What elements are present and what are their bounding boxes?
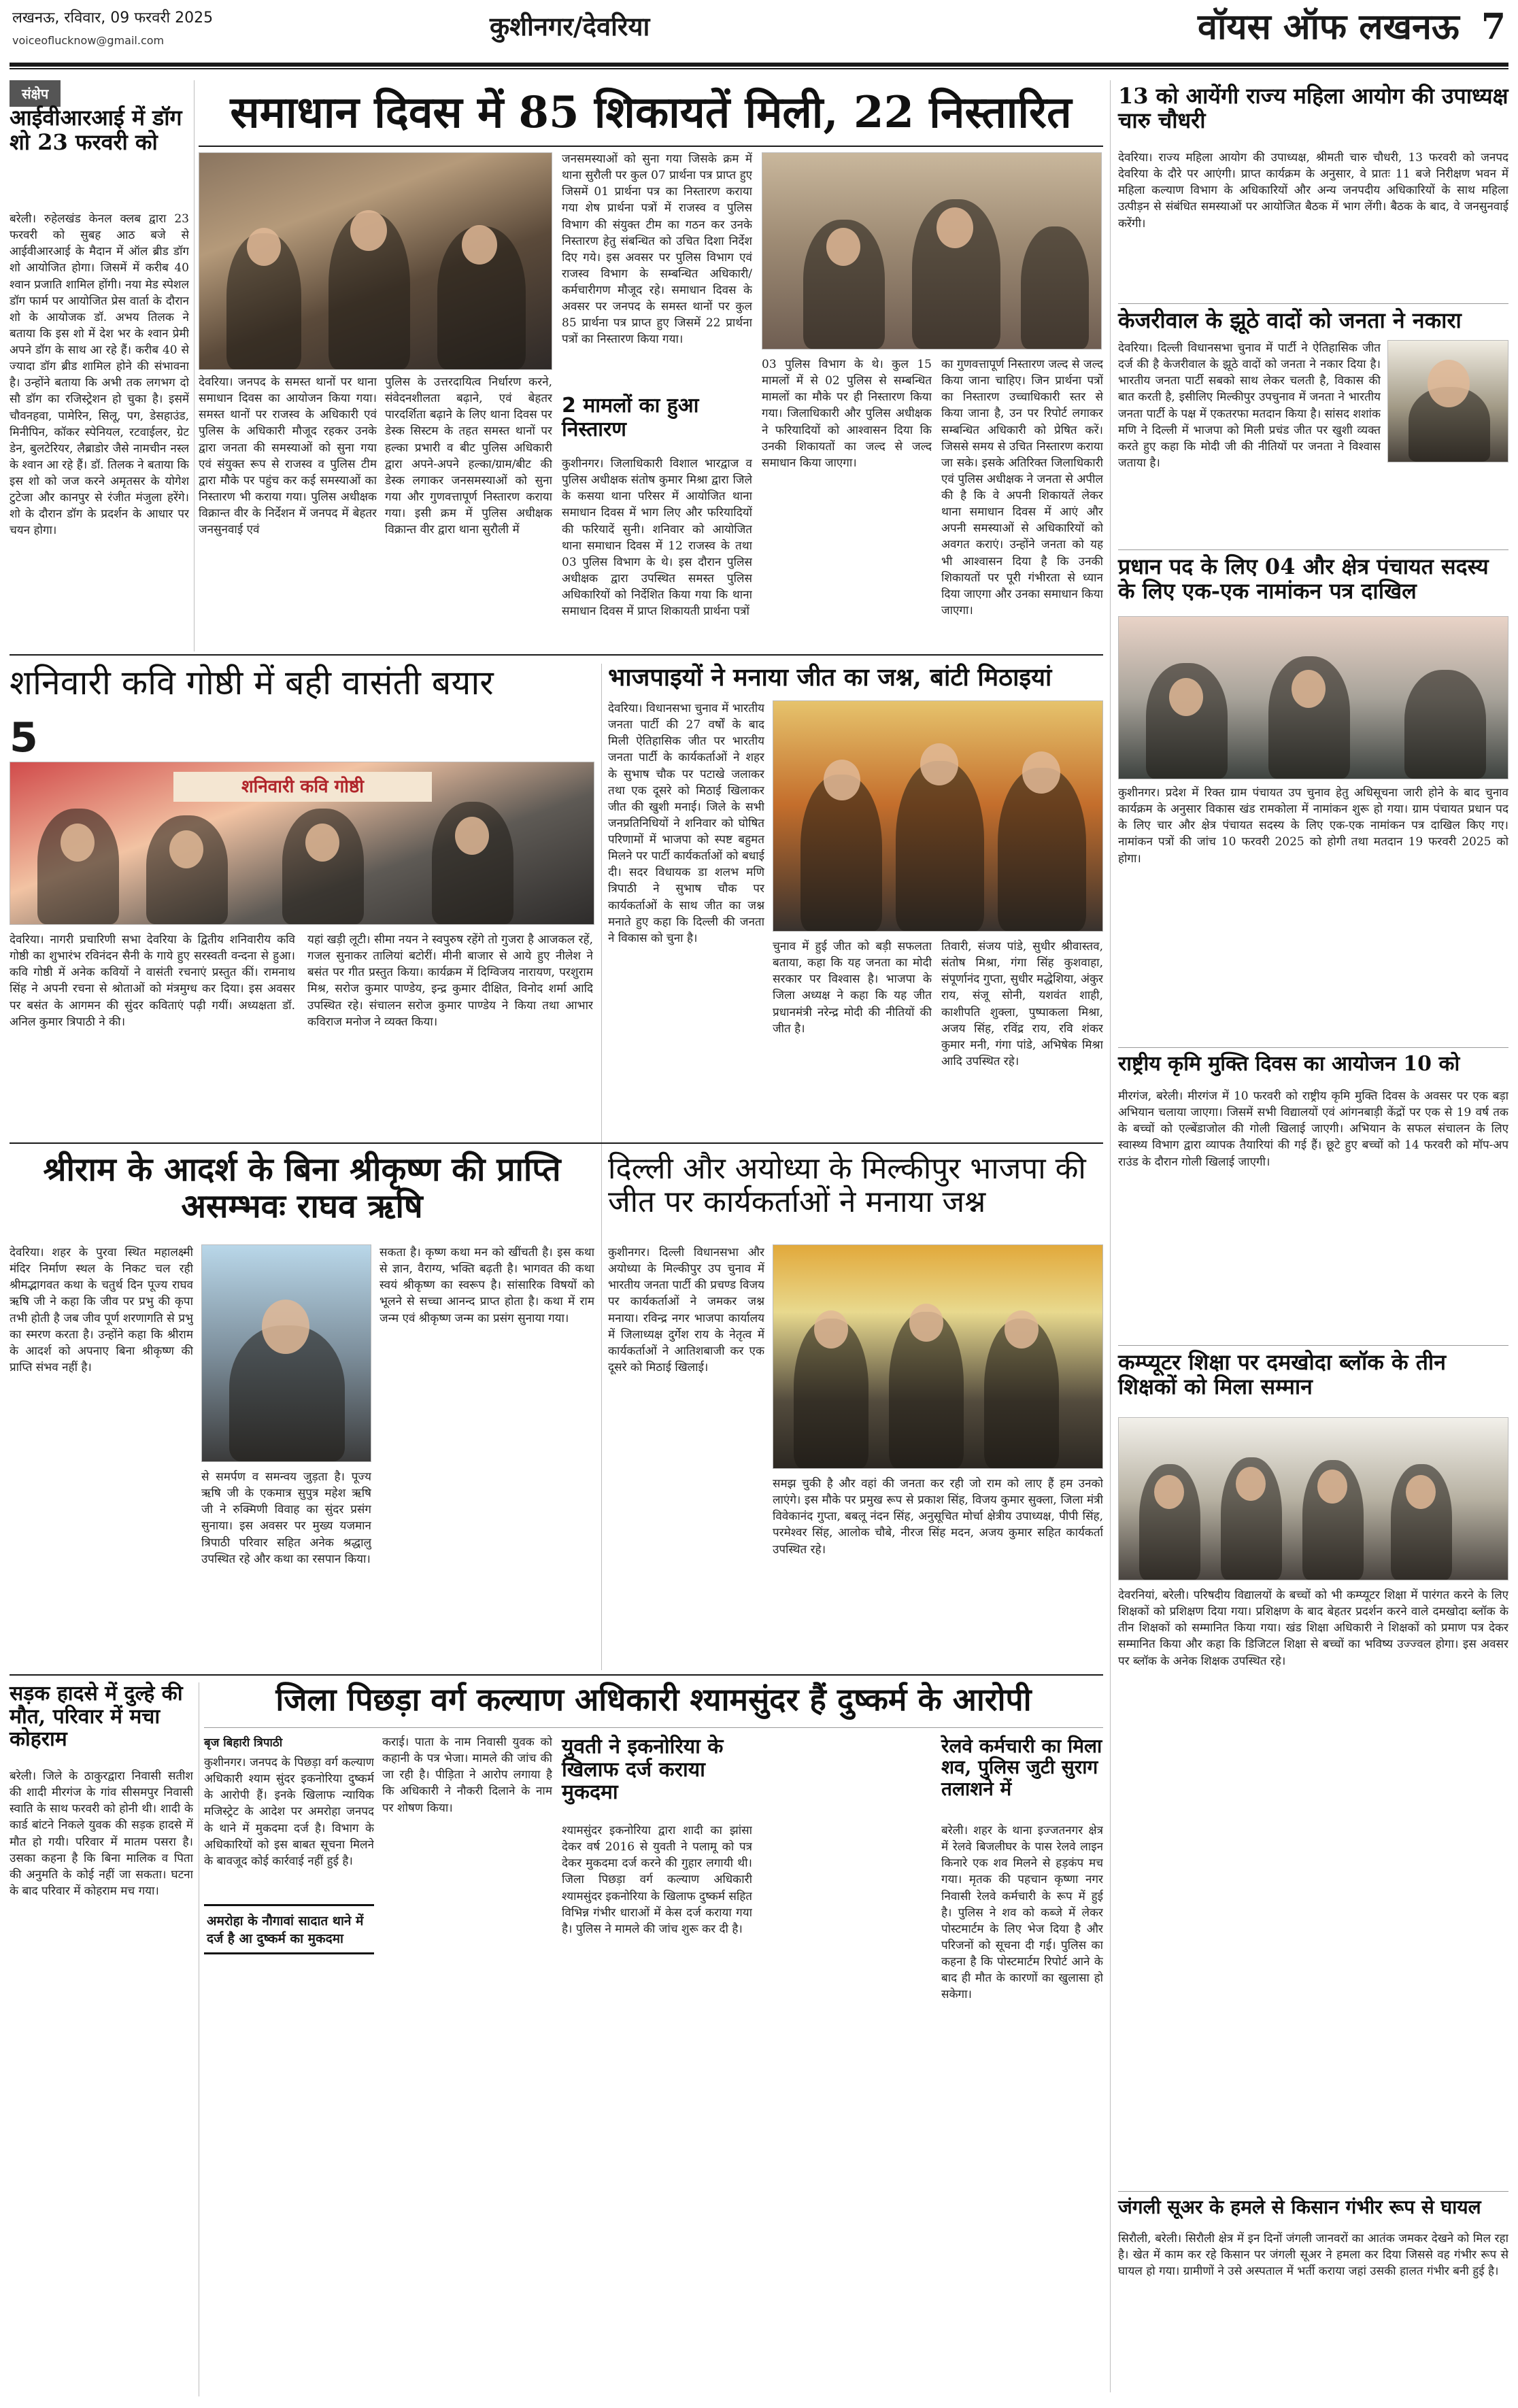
column-divider (601, 664, 602, 1670)
obc-byline: बृज बिहारी त्रिपाठी (204, 1736, 283, 1750)
section-title: कुशीनगर/देवरिया (490, 11, 650, 41)
kavi-headline: शनिवारी कवि गोष्ठी में बही वासंती बयार (10, 663, 494, 702)
brief-body: बरेली। रुहेलखंड केनल क्लब द्वारा 23 फरवरी को सुबह आठ बजे से आईवीआरआई के मैदान में ऑल ब्रीड डॉग शो आयोजित होगा। जिसमें में करीब 40 श्वान प्रजाति शामिल होंगी। नया मेड स्पेशल डॉग फार्म पर आयोजित प्रेस वार्ता के दौरान शो के आयोजक डॉ. अभय तिलक ने बताया कि इस शो में देश भर के श्वान प्रेमी अपने डॉग के साथ आ रहे हैं। करीब 40 से ज्यादा डॉग ब्रीड शामिल होने की संभावना है। उन्होंने बताया कि अभी तक लगभग दो सौ डॉग का रजिस्ट्रेशन हो चुका है। इसमें चौवनहवा, पामेरिन, सिलू, पग, डेसहाउंड, मिनीपिन, कॉकर स्पेनियल, रटवाईलर, ग्रेट डेन, बुलटेरियर, लैब्राडोर जैसे नामचीन नस्ल के श्वान आ रहे हैं। डॉ. तिलक ने बताया कि इस शो को जज करने अमृतसर के योगेश टुटेजा और कानपुर से रंजीत मंजुला हरेंगे। शो के दौरान डॉग के प्रदर्शन के आधार पर चयन होगा। (10, 212, 189, 538)
raghav-portrait-photo (201, 1244, 371, 1462)
obc-body-col2: कराई। पाता के नाम निवासी युवक को कहानी के पत्र भेजा। मामले की जांच की जा रही है। पीड़िता ने आरोप लगाया है कि अधिकारी ने नौकरी दिलाने के नाम पर शोषण किया। (382, 1735, 552, 1815)
bjp-body-col2: चुनाव में हुई जीत को बड़ी सफलता बताया, कहा कि यह जनता का मोदी सरकार पर विश्वास है। भाजपा के जिला अध्यक्ष ने कहा कि यह जीत प्रधानमंत्री नरेन्द्र मोदी की नीतियों की जीत है। (773, 940, 932, 1036)
kavi-body-col2: यहां खड़ी लूटी। सीमा नयन ने स्वपुरुष रहेंगे तो गुजरा है आजकल रहें, गजल सुनाकर तालियां बटोरीं। मीनी बाजार से आये हुए नीलेश ने बसंत पर गीत प्रस्तुत किया। कार्यक्रम में दिग्विजय नारायण, परशुराम मिश्र, सरोज कुमार पाण्डेय, इन्द्र कुमार दीक्षित, विनोद शर्मा आदि उपस्थित रहे। संचालन सरोज कुमार पाण्डेय ने किया तथा आभार कविराज मनोज ने व्यक्त किया। (307, 933, 593, 1029)
lead-photo-officials (762, 152, 1102, 350)
bjp-photo-celebration (773, 700, 1103, 932)
yuvati-body-cont (762, 1735, 933, 2394)
brand-name-text: वॉयस ऑफ लखनऊ (1198, 6, 1460, 48)
kavi-photo (10, 762, 594, 925)
krimi-headline: राष्ट्रीय कृमि मुक्ति दिवस का आयोजन 10 को (1118, 1052, 1460, 1076)
lead-body-col3: जनसमस्याओं को सुना गया जिसके क्रम में थाना सुरौली पर कुल 07 प्रार्थना पत्र प्राप्त हुए जिसमें 01 प्रार्थना पत्र का निस्तारण कराया गया शेष प्रार्थना पत्रों में राजस्व व पुलिस विभाग की संयुक्त टीम का गठन कर उनके निस्तारण हेतु संबन्धित को उचित दिशा निर्देश दिए गये। इस अवसर पर पुलिस विभाग एवं राजस्व विभाग के सम्बन्धित अधिकारी/कर्मचारीगण मौजूद रहे। समाधान दिवस के अवसर पर जनपद के समस्त थानों पर कुल 85 प्रार्थना पत्र प्राप्त हुए जिसमें 22 प्रार्थना पत्रों का निस्तारण किया गया। (562, 152, 752, 347)
bjp-headline: भाजपाइयों ने मनाया जीत का जश्न, बांटी मिठाइयां (608, 663, 1052, 692)
railway-headline: रेलवे कर्मचारी का मिला शव, पुलिस जुटी सुराग तलाशने में (941, 1735, 1102, 1800)
pradhan-headline: प्रधान पद के लिए 04 और क्षेत्र पंचायत सदस्य के लिए एक-एक नामांकन पत्र दाखिल (1118, 554, 1489, 604)
obc-headline: जिला पिछड़ा वर्ग कल्याण अधिकारी श्यामसुंदर हैं दुष्कर्म के आरोपी (275, 1681, 1032, 1718)
column-divider (194, 80, 195, 651)
raghav-body-col1: देवरिया। शहर के पुरवा स्थित महालक्ष्मी मंदिर निर्माण स्थल के निकट चल रही श्रीमद्भागवत कथा के चतुर्थ दिन पूज्य राघव ऋषि जी ने कहा कि जीव पर प्रभु की कृपा तभी होती है जब जीव पूर्ण शरणागति से प्रभु का स्मरण करता है। उन्होंने कहा कि श्रीराम के आदर्श को अपनाए बिना श्रीकृष्ण की प्राप्ति संभव नहीं है। (10, 1246, 193, 1374)
raghav-body-col2: सकता है। कृष्ण कथा मन को खींचती है। इस कथा से ज्ञान, वैराग्य, भक्ति बढ़ती है। भागवत की कथा स्वयं श्रीकृष्ण का स्वरूप है। सांसारिक विषयों को भूलने से सच्चा आनन्द प्राप्त होता है। कथा में राम जन्म एवं श्रीकृष्ण जन्म का प्रसंग सुनाया गया। (380, 1246, 594, 1325)
jangli-headline: जंगली सूअर के हमले से किसान गंभीर रूप से घायल (1118, 2196, 1481, 2218)
rule (1118, 303, 1508, 304)
lead-body-col1: देवरिया। जनपद के समस्त थानों पर थाना समाधान दिवस का आयोजन किया गया। समस्त थानों पर राजस्व के अधिकारी एवं पुलिस के अधिकारी मौजूद रहकर उनके द्वारा जनता की समस्याओं को सुना गया एवं संयुक्त रूप से राजस्व व पुलिस टीम द्वारा मौके पर पहुंच कर कई समस्याओं का निस्तारण भी कराया गया। पुलिस अधीक्षक विक्रान्त वीर के निर्देशन में जनपद में बेहतर जनसुनवाई एवं (199, 375, 377, 537)
masthead-rule (10, 63, 1508, 67)
rule (1118, 2191, 1508, 2192)
section-rule (10, 654, 1103, 656)
rule (204, 1727, 1103, 1728)
delhi-photo-celebration (773, 1244, 1103, 1469)
accident-headline: सड़क हादसे में दुल्हे की मौत, परिवार में मचा कोहराम (10, 1682, 183, 1752)
mp-portrait-photo (1387, 340, 1508, 462)
mahila-headline: 13 को आयेंगी राज्य महिला आयोग की उपाध्यक्ष चारु चौधरी (1118, 83, 1508, 133)
railway-body: बरेली। शहर के थाना इज्जतनगर क्षेत्र में रेलवे बिजलीघर के पास रेलवे लाइन किनारे एक शव मिलने से हड़कंप मच गया। मृतक की पहचान कृष्णा नगर निवासी रेलवे कर्मचारी के रूप में हुई है। पुलिस ने शव को कब्जे में लेकर पोस्टमार्टम के लिए भेज दिया है और परिजनों को सूचना दी गई। पुलिस का कहना है कि पोस्टमार्टम रिपोर्ट आने के बाद ही मौत के कारणों का खुलासा हो सकेगा। (941, 1824, 1103, 2002)
sub-lead-headline: 2 मामलों का हुआ निस्तारण (562, 394, 699, 441)
computer-headline: कम्प्यूटर शिक्षा पर दमखोदा ब्लॉक के तीन शिक्षकों को मिला सम्मान (1118, 1349, 1446, 1400)
pradhan-body: कुशीनगर। प्रदेश में रिक्त ग्राम पंचायत उप चुनाव हेतु अधिसूचना जारी होने के बाद चुनाव कार्यक्रम के अनुसार विकास खंड रामकोला में नामांकन शुरू हो गया। ग्राम पंचायत प्रधान पद के लिए चार और क्षेत्र पंचायत सदस्य के लिए एक-एक नामांकन पत्र दाखिल किए गए। नामांकन पत्रों की जांच 10 फरवरी 2025 को होगी तथा मतदान 19 फरवरी 2025 को होगा। (1118, 786, 1508, 866)
brief-tag: संक्षेप (10, 80, 61, 107)
delhi-body-col1: कुशीनगर। दिल्ली विधानसभा और अयोध्या के मिल्कीपुर उप चुनाव में भारतीय जनता पार्टी की प्रचण्ड विजय पर कार्यकर्ताओं ने जमकर जश्न मनाया। रविन्द्र नगर भाजपा कार्यालय में जिलाध्यक्ष दुर्गेश राय के नेतृत्व में कार्यकर्ताओं ने आतिशबाजी कर एक दूसरे को मिठाई खिलाई। (608, 1246, 764, 1374)
brief-headline: आईवीआरआई में डॉग शो 23 फरवरी को (10, 105, 182, 155)
raghav-headline: श्रीराम के आदर्श के बिना श्रीकृष्ण की प्राप्ति असम्भवः राघव ऋषि (43, 1151, 561, 1225)
yuvati-headline: युवती ने इकनोरिया के खिलाफ दर्ज कराया मुकदमा (562, 1735, 724, 1805)
kavi-body-col1: देवरिया। नागरी प्रचारिणी सभा देवरिया के द्वितीय शनिवारीय कवि गोष्ठी का शुभारंभ रविनंदन सैनी के गाये हुए सरस्वती वन्दना से हुआ। कवि गोष्ठी में अनेक कवियों ने वासंती रचनाएं प्रस्तुत कीं। रामनाथ सिंह ने अपनी रचना से श्रोताओं को मंत्रमुग्ध कर दिया। इस अवसर पर बसंत के आगमन की सुंदर कविताएं पढ़ी गयीं। अध्यक्षता डॉ. अनिल कुमार त्रिपाठी ने की। (10, 933, 295, 1029)
delhi-headline: दिल्ली और अयोध्या के मिल्कीपुर भाजपा की जीत पर कार्यकर्ताओं ने मनाया जश्न (608, 1151, 1086, 1220)
lead-body-col4: 03 पुलिस विभाग के थे। कुल 15 मामलों में से 02 पुलिस से सम्बन्धित मामलों का मौके पर ही निस्तारण किया गया। जिलाधिकारी और पुलिस अधीक्षक ने फरियादियों को आश्वासन दिया कि उनकी शिकायतों का जल्द से जल्द समाधान किया जाएगा। (762, 358, 932, 470)
raghav-body-col3: से समर्पण व समन्वय जुड़ता है। पूज्य ऋषि जी के एकमात्र सुपुत्र महेश ऋषि जी ने रुक्मिणी विवाह का सुंदर प्रसंग सुनाया। इस अवसर पर मुख्य यजमान त्रिपाठी परिवार सहित अनेक श्रद्धालु उपस्थित रहे और कथा का रसपान किया। (201, 1470, 371, 1566)
lead-photo-meeting (199, 152, 552, 370)
kavi-photo-banner: शनिवारी कवि गोष्ठी (173, 772, 432, 802)
page-number: 7 (1481, 6, 1506, 48)
pradhan-photo (1118, 616, 1508, 779)
krimi-body: मीरगंज, बरेली। मीरगंज में 10 फरवरी को राष्ट्रीय कृमि मुक्ति दिवस के अवसर पर एक बड़ा अभियान चलाया जाएगा। जिसमें सभी विद्यालयों एवं आंगनबाड़ी केंद्रों पर एक से 19 वर्ष तक के बच्चों को एल्बेंडाजोल की गोली खिलाई जाएगी। अभियान के सफल संचालन के लिए स्वास्थ्य विभाग द्वारा व्यापक तैयारियां की गई हैं। छूटे हुए बच्चों को 14 फरवरी को मॉप-अप राउंड के दौरान गोली खिलाई जाएगी। (1118, 1089, 1508, 1169)
lead-headline: समाधान दिवस में 85 शिकायतें मिली, 22 निस्तारित (230, 87, 1072, 138)
kejriwal-body: देवरिया। दिल्ली विधानसभा चुनाव में पार्टी ने ऐतिहासिक जीत दर्ज की है केजरीवाल के झूठे वादों को जनता ने नकार दिया है। भारतीय जनता पार्टी सबको साथ लेकर चलती है, विकास की बात करती है, इसीलिए मिल्कीपुर उपचुनाव में जनता ने भारतीय जनता पार्टी के पक्ष में एकतरफा मतदान किया है। सांसद शशांक मणि ने दिल्ली में भाजपा को मिली प्रचंड जीत पर खुशी व्यक्त करते हुए कहा कि मोदी जी की नीतियों पर जनता ने विश्वास जताया है। (1118, 341, 1381, 470)
mahila-body: देवरिया। राज्य महिला आयोग की उपाध्यक्ष, श्रीमती चारु चौधरी, 13 फरवरी को जनपद देवरिया के दौरे पर आएंगी। प्राप्त कार्यक्रम के अनुसार, वे प्रातः 11 बजे निरीक्षण भवन में महिला कल्याण विभाग के अधिकारियों और अन्य जनपदीय अधिकारियों के साथ महिला उत्पीड़न से संबंधित समस्याओं पर आयोजित बैठक में भाग लेंगी। बैठक के बाद, वे जनसुनवाई करेंगी। (1118, 151, 1508, 231)
lead-rule (199, 146, 1103, 147)
bjp-body-col3: तिवारी, संजय पांडे, सुधीर श्रीवास्तव, संतोष मिश्रा, गंगा सिंह कुशवाहा, संपूर्णानंद गुप्ता, सुधीर मद्धेशिया, अंकुर राय, संजू सोनी, यशवंत शाही, काशीपति शुक्ला, पुष्पाकला मिश्रा, अजय सिंह, रविंद्र राय, रवि शंकर कुमार मनी, गंगा पांडे, अभिषेक मिश्रा आदि उपस्थित रहे। (941, 940, 1103, 1068)
accident-body: बरेली। जिले के ठाकुरद्वारा निवासी सतीश की शादी मीरगंज के गांव सीसमपुर निवासी स्वाति के साथ फरवरी को होनी थी। शादी के कार्ड बांटने निकले युवक की सड़क हादसे में मौत हो गयी। परिवार में मातम पसरा है। उसका कहना है कि बिना मालिक व पिता की अनुमति के कोई नहीं जा सकता। घटना के बाद परिवार में कोहराम मच गया। (10, 1769, 193, 1898)
computer-photo-teachers (1118, 1417, 1508, 1580)
section-rule (10, 1674, 1103, 1676)
rule (1118, 1047, 1508, 1048)
section-rule (10, 1142, 1103, 1144)
jangli-body: सिरौली, बरेली। सिरौली क्षेत्र में इन दिनों जंगली जानवरों का आतंक जमकर देखने को मिल रहा है। खेत में काम कर रहे किसान पर जंगली सूअर ने हमला कर दिया जिससे वह गंभीर रूप से घायल हो गया। ग्रामीणों ने उसे अस्पताल में भर्ती कराया जहां उसकी हालत गंभीर बनी हुई है। (1118, 2232, 1508, 2279)
rule (1118, 1345, 1508, 1346)
dateline: लखनऊ, रविवार, 09 फरवरी 2025 (12, 10, 214, 27)
lead-body-col5: का गुणवत्तापूर्ण निस्तारण जल्द से जल्द किया जाना चाहिए। जिन प्रार्थना पत्रों का निस्तारण उच्चाधिकारी स्तर से किया जाना है, उन पर रिपोर्ट लगाकर सम्बन्धित अधिकारी को प्रेषित करें। जिससे समय से उचित निस्तारण कराया जा सके। इसके अतिरिक्त जिलाधिकारी एवं पुलिस अधीक्षक ने जनता से अपील की है कि वे अपनी शिकायतें लेकर थाना समाधान दिवस में आएं और अपनी समस्याओं से अधिकारियों को अवगत कराएं। उन्होंने जनता को यह भी आश्वासन दिया है कि उनकी शिकायतों पर पूरी गंभीरता से ध्यान दिया जाएगा और उनका समाधान किया जाएगा। (941, 358, 1103, 617)
lead-body-col2: पुलिस के उत्तरदायित्व निर्धारण करने, संवेदनशीलता बढ़ाने, एवं बेहतर पारदर्शिता बढ़ाने के लिए थाना दिवस पर डेस्क सिस्टम के तहत समस्त थानों पर हल्का प्रभारी व बीट पुलिस अधिकारी द्वारा अपने-अपने हल्का/ग्राम/बीट की डेस्क लगाकर जनसमस्याओं को सुना गया और गुणवत्तापूर्ण निस्तारण कराया गया। इसी क्रम में पुलिस अधीक्षक विक्रान्त वीर द्वारा थाना सुरौली में (385, 375, 552, 537)
contact-email: voiceoflucknow@gmail.com (12, 34, 165, 47)
kejriwal-headline: केजरीवाल के झूठे वादों को जनता ने नकारा (1118, 307, 1462, 333)
sub-lead-body: कुशीनगर। जिलाधिकारी विशाल भारद्वाज व पुलिस अधीक्षक संतोष कुमार मिश्रा द्वारा जिले के कसया थाना परिसर में आयोजित थाना समाधान दिवस में भाग लिए और फरियादियों की फरियादें सुनी। शनिवार को आयोजित थाना समाधान दिवस में 12 राजस्व के तथा 03 पुलिस विभाग के थे। इस दौरान पुलिस अधीक्षक द्वारा उपस्थित समस्त पुलिस अधिकारियों को निर्देशित किया गया कि थाना समाधान दिवस में प्राप्त शिकायती प्रार्थना पत्रों (562, 457, 752, 619)
delhi-body-col2: समझ चुकी है और वहां की जनता कर रही जो राम को लाए हैं हम उनको लाएंगे। इस मौके पर प्रमुख रूप से प्रकाश सिंह, विजय कुमार सुक्ला, जिला मंत्री विवेकानंद गुप्ता, बबलू नंदन सिंह, अनुसूचित मोर्चा क्षेत्रीय उपाध्यक्ष, पीपी सिंह, परमेश्वर सिंह, आलोक चौबे, नीरज सिंह मदन, अजय कुमार सहित कार्यकर्ता उपस्थित रहे। (773, 1477, 1103, 1557)
right-column-divider (1110, 80, 1111, 2392)
brand-name (1198, 1, 1506, 50)
bjp-body-col1: देवरिया। विधानसभा चुनाव में भारतीय जनता पार्टी की 27 वर्षों के बाद मिली ऐतिहासिक जीत पर भारतीय जनता पार्टी के कार्यकर्ताओं ने शहर के सुभाष चौक पर पटाखे जलाकर तथा एक दूसरे को मिठाई खिलाकर जीत की खुशी मनाई। जिले के सभी जनप्रतिनिधियों ने शनिवार को घोषित परिणामों में भाजपा को स्पष्ट बहुमत मिलने पर पार्टी कार्यकर्ताओं को बधाई दी। सदर विधायक डा शलभ मणि त्रिपाठी ने सुभाष चौक पर कार्यकर्ताओं के साथ जीत का जश्न मनाते हुए कहा कि दिल्ली की जनता ने विकास को चुना है। (608, 702, 764, 945)
masthead-rule-thin (10, 68, 1508, 69)
yuvati-body: श्यामसुंदर इकनोरिया द्वारा शादी का झांसा देकर वर्ष 2016 से युवती ने पलामू को पत्र देकर मुकदमा दर्ज करने की गुहार लगायी थी। जिला पिछड़ा वर्ग कल्याण अधिकारी श्यामसुंदर इकनोरिया के खिलाफ दुष्कर्म सहित विभिन्न गंभीर धाराओं में केस दर्ज कराया गया है। पुलिस ने मामले की जांच शुरू कर दी है। (562, 1824, 752, 1936)
obc-body-col1: कुशीनगर। जनपद के पिछड़ा वर्ग कल्याण अधिकारी श्याम सुंदर इकनोरिया दुष्कर्म के आरोपी हैं। इनके खिलाफ न्यायिक मजिस्ट्रेट के आदेश पर अमरोहा जनपद के थाने में मुकदमा दर्ज है। विभाग के अधिकारियों को इस बाबत सूचना मिलने के बावजूद कोई कार्रवाई नहीं हुई है। (204, 1756, 374, 1868)
kavi-number: 5 (10, 714, 38, 762)
computer-body: देवरनियां, बरेली। परिषदीय विद्यालयों के बच्चों को भी कम्प्यूटर शिक्षा में पारंगत करने के लिए शिक्षकों को प्रशिक्षण दिया गया। प्रशिक्षण के बाद बेहतर प्रदर्शन करने वाले दमखोदा ब्लॉक के तीन शिक्षकों को सम्मानित किया गया। खंड शिक्षा अधिकारी ने शिक्षकों को प्रमाण पत्र देकर सम्मानित किया और कहा कि डिजिटल शिक्षा से बच्चों का भविष्य उज्ज्वल होगा। इस अवसर पर ब्लॉक के अनेक शिक्षक उपस्थित रहे। (1118, 1589, 1508, 1668)
rule (1118, 549, 1508, 550)
obc-pullquote: अमरोहा के नौगावां सादात थाने में दर्ज है आ दुष्कर्म का मुकदमा (204, 1904, 374, 1954)
